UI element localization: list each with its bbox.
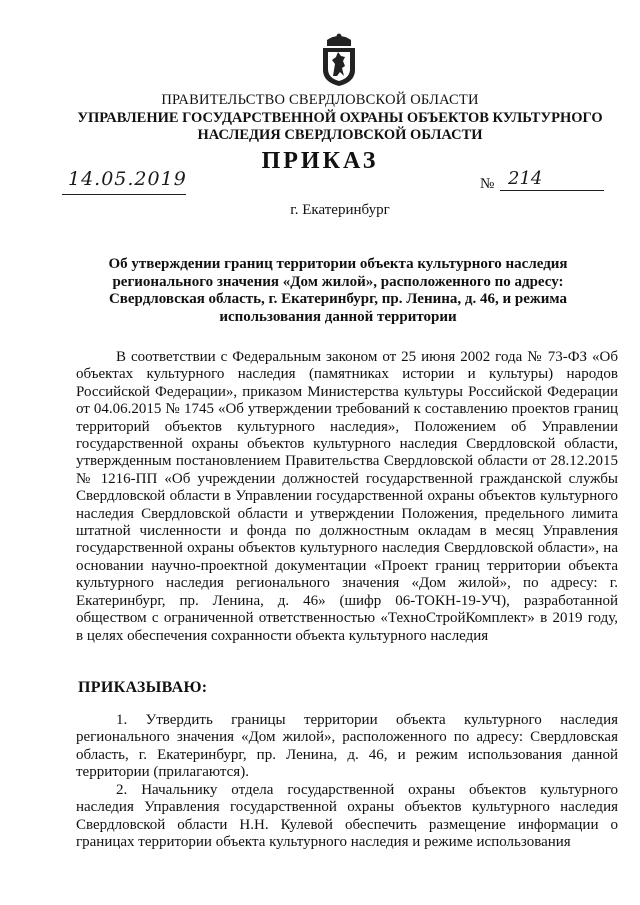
- preamble-paragraph: В соответствии с Федеральным законом от 25 июня 2002 года № 73-ФЗ «Об объектах культурного наследия (памятниках истории и культуры) народов Российской Федерации», приказом Министерства культуры Российской Федерации от 04.06.2015 № 1745 «Об утверждении требований к составлению проектов границ территорий объектов культурного наследия», Положением об Управлении государственной охраны объектов культурного наследия Свердловской области, утвержденным постановлением Правительства Свердловской области от 28.12.2015 № 1216-ПП «Об учреждении должностей государственной гражданской службы Свердловской области в Управлении государственной охраны объектов культурного наследия Свердловской области и утверждении Положения, предельного лимита штатной численности и фонда по должностным окладам в месяц Управления государственной охраны объектов культурного наследия Свердловской области», на основании научно-проектной документации «Проект границ территории объекта культурного наследия регионального значения «Дом жилой», по адресу: г. Екатеринбург, пр. Ленина, д. 46» (шифр 06-ТОКН-19-УЧ), разработанной обществом с ограниченной ответственностью «ТехноСтройКомплект» в 2019 году, в целях обеспечения сохранности объекта культурного наследия: [76, 349, 618, 644]
- city: г. Екатеринбург: [290, 202, 390, 218]
- decree-heading: ПРИКАЗЫВАЮ:: [78, 679, 208, 696]
- number-value: 214: [508, 168, 543, 189]
- department-name: УПРАВЛЕНИЕ ГОСУДАРСТВЕННОЙ ОХРАНЫ ОБЪЕКТОВ КУЛЬТУРНОГО НАСЛЕДИЯ СВЕРДЛОВСКОЙ ОБЛАСТИ: [77, 110, 603, 143]
- document-type: ПРИКАЗ: [261, 148, 379, 174]
- order-item-2: 2. Начальнику отдела государственной охраны объектов культурного наследия Управления государственной охраны объектов культурного наследия Свердловской области Н.Н. Кулевой обеспечить размещение информации о границах территории объекта культурного наследия и режиме использования: [76, 782, 618, 851]
- date-field: [62, 168, 187, 195]
- document-title: Об утверждении границ территории объекта культурного наследия регионального значения «Дом жилой», расположенного по адресу: Свердловская область, г. Екатеринбург, пр. Ленина, д. 46, и режима использования данной территории: [108, 256, 568, 325]
- coat-of-arms-icon: [319, 30, 359, 88]
- government-name: ПРАВИТЕЛЬСТВО СВЕРДЛОВСКОЙ ОБЛАСТИ: [161, 92, 479, 108]
- number-field: [500, 168, 604, 191]
- number-label: №: [480, 176, 495, 192]
- order-item-1: 1. Утвердить границы территории объекта культурного наследия регионального значения «Дом жилой», расположенного по адресу: Свердловская область, г. Екатеринбург, пр. Ленина, д. 46, и режим использования данной территории (прилагаются).: [76, 712, 618, 781]
- date-value: 14.05.2019: [68, 168, 187, 190]
